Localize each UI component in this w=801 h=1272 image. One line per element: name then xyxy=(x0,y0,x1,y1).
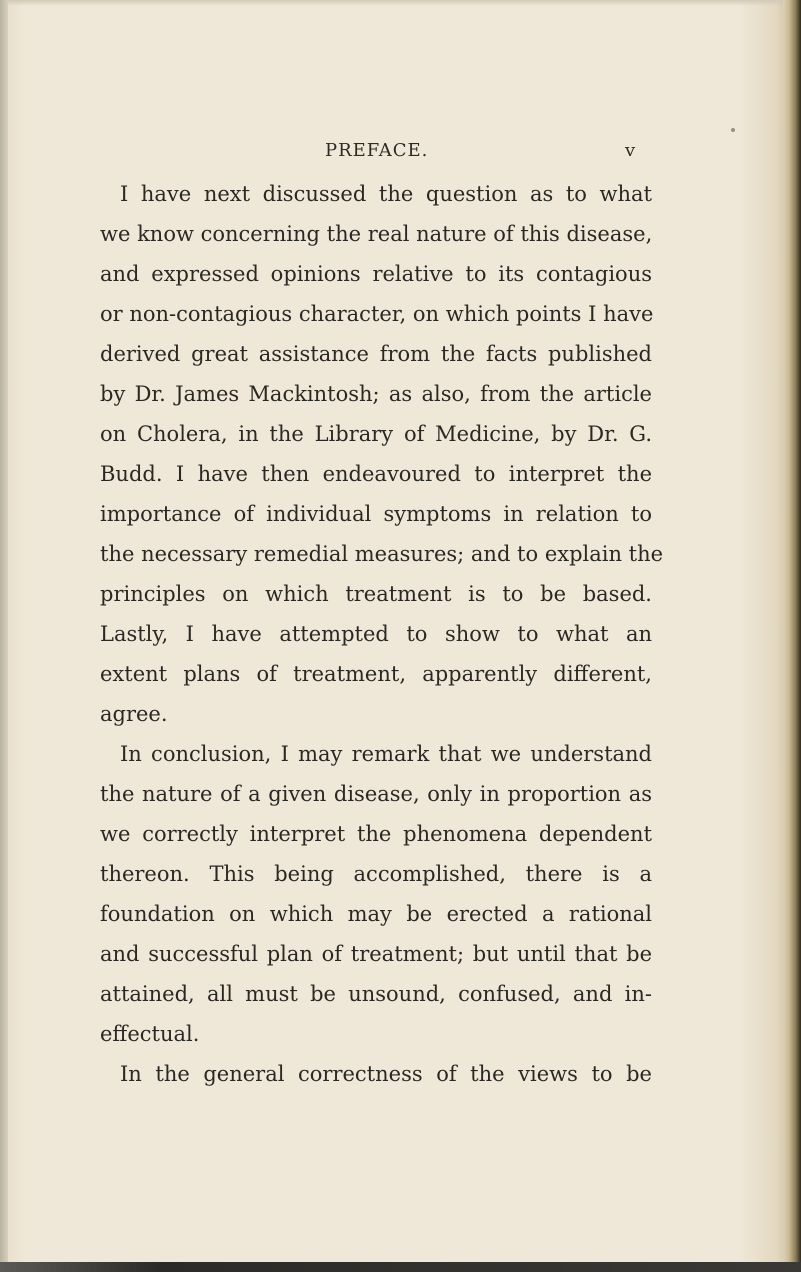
text-line: and successful plan of treatment; but until that be xyxy=(100,942,652,966)
text-line: and expressed opinions relative to its contagious xyxy=(100,262,652,286)
text-line: the necessary remedial measures; and to explain the xyxy=(100,542,664,566)
text-line: derived great assistance from the facts published xyxy=(100,342,652,366)
text-line: principles on which treatment is to be based. xyxy=(100,582,652,606)
running-head xyxy=(0,140,801,170)
text-line: or non-contagious character, on which points I have xyxy=(100,302,654,326)
page-gutter-shadow xyxy=(0,0,8,1272)
text-line: In conclusion, I may remark that we understand xyxy=(120,742,652,766)
text-line: thereon. This being accomplished, there is a xyxy=(100,862,652,886)
paper-speck xyxy=(731,128,735,132)
text-line: we know concerning the real nature of this disease, xyxy=(100,222,653,246)
text-line: effectual. xyxy=(100,1022,200,1046)
running-head-title: PREFACE. xyxy=(325,140,429,161)
paragraph-2 xyxy=(100,734,652,1054)
text-line: Lastly, I have attempted to show to what an xyxy=(100,622,652,646)
text-line: agree. xyxy=(100,702,168,726)
text-line: importance of individual symptoms in relation to xyxy=(100,502,652,526)
text-line: extent plans of treatment, apparently different, xyxy=(100,662,652,686)
text-line: we correctly interpret the phenomena dependent xyxy=(100,822,652,846)
text-line: by Dr. James Mackintosh; as also, from the article xyxy=(100,382,652,406)
text-line: In the general correctness of the views to be xyxy=(120,1062,652,1086)
page-body xyxy=(100,174,664,1094)
paragraph-3 xyxy=(100,1054,652,1094)
text-line: foundation on which may be erected a rational xyxy=(100,902,652,926)
paragraph-1 xyxy=(100,174,664,734)
page-top-edge xyxy=(0,0,801,6)
text-line: the nature of a given disease, only in proportion as xyxy=(100,782,652,806)
text-line: attained, all must be unsound, confused, and in- xyxy=(100,982,652,1006)
page-bottom-edge xyxy=(0,1262,801,1272)
text-line: Budd. I have then endeavoured to interpret the xyxy=(100,462,652,486)
text-line: on Cholera, in the Library of Medicine, by Dr. G. xyxy=(100,422,652,446)
page-fore-edge-shadow xyxy=(783,0,801,1272)
page-number: v xyxy=(625,140,636,161)
text-line: I have next discussed the question as to what xyxy=(120,182,652,206)
